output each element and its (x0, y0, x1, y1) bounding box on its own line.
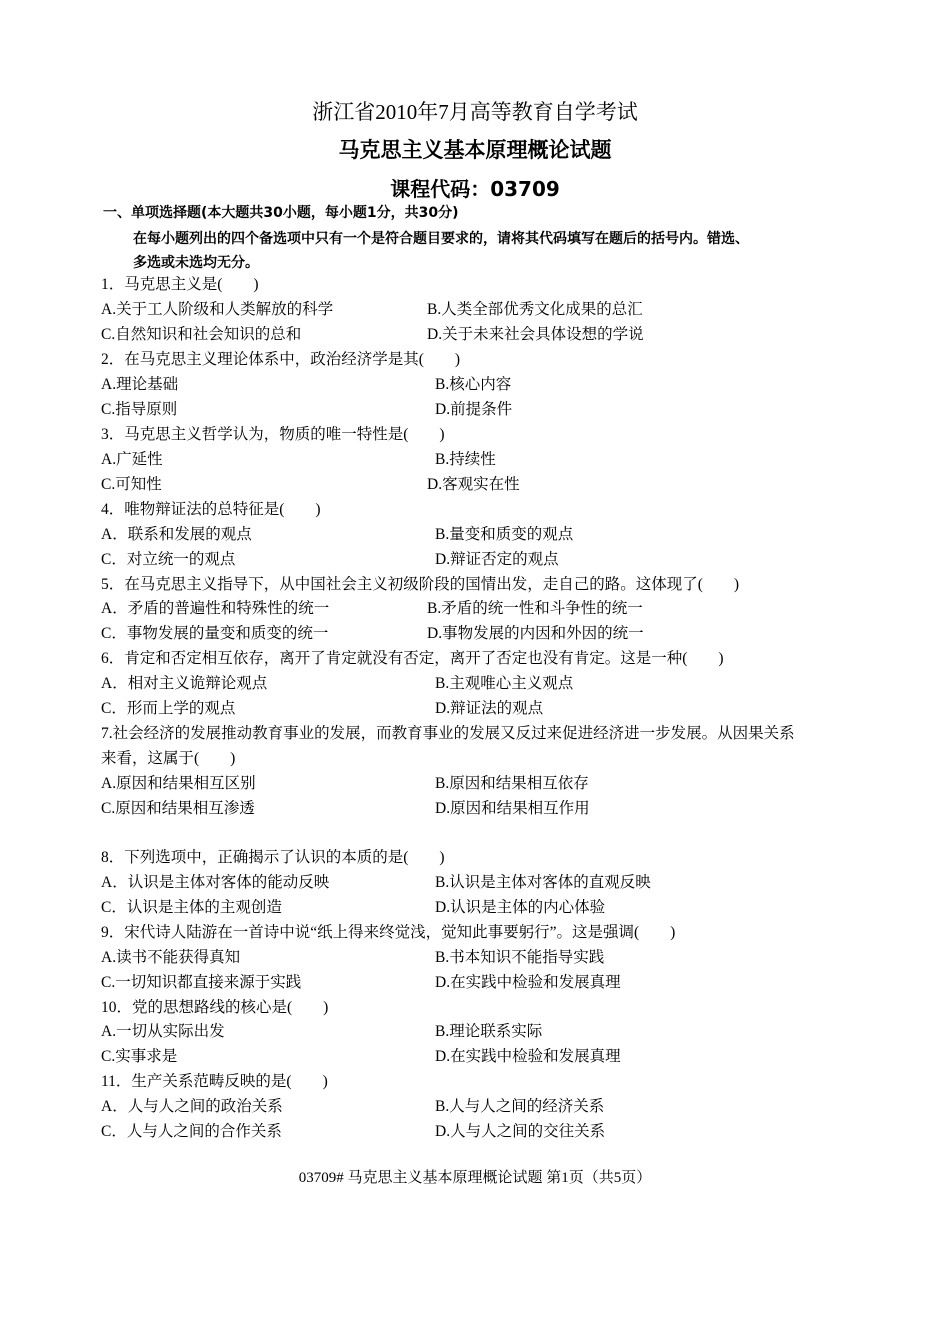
option-d: D.客观实在性 (427, 476, 520, 493)
question-stem: 3．马克思主义哲学认为，物质的唯一特性是( ) (101, 426, 445, 443)
option-d: D.辩证法的观点 (435, 700, 544, 717)
option-b: B.书本知识不能指导实践 (435, 949, 605, 966)
option-c: C．认识是主体的主观创造 (101, 899, 282, 916)
course-code: 课程代码：03709 (390, 177, 560, 201)
option-a: A.关于工人阶级和人类解放的科学 (101, 301, 334, 318)
option-d: D.辩证否定的观点 (435, 551, 559, 568)
option-b: B.持续性 (435, 451, 496, 468)
option-c: C.原因和结果相互渗透 (101, 800, 255, 817)
question-stem: 6．肯定和否定相互依存，离开了肯定就没有否定，离开了否定也没有肯定。这是一种( ) (101, 650, 724, 667)
exam-title: 浙江省2010年7月高等教育自学考试 (312, 100, 638, 124)
option-d: D.原因和结果相互作用 (435, 800, 590, 817)
option-d: D.事物发展的内因和外因的统一 (427, 625, 644, 642)
section-heading: 一、单项选择题(本大题共30小题，每小题1分，共30分) (103, 205, 459, 221)
question-stem-continued: 来看，这属于( ) (101, 750, 236, 767)
instruction-line-2: 多选或未选均无分。 (133, 255, 259, 271)
option-c: C．事物发展的量变和质变的统一 (101, 625, 329, 642)
option-c: C．形而上学的观点 (101, 700, 236, 717)
option-a: A.一切从实际出发 (101, 1023, 225, 1040)
option-b: B.矛盾的统一性和斗争性的统一 (427, 600, 643, 617)
question-stem: 7.社会经济的发展推动教育事业的发展，而教育事业的发展又反过来促进经济进一步发展。从因果关系 (101, 725, 795, 742)
question-stem: 2．在马克思主义理论体系中，政治经济学是其( ) (101, 351, 461, 368)
option-b: B.人与人之间的经济关系 (435, 1098, 605, 1115)
option-b: B.主观唯心主义观点 (435, 675, 574, 692)
option-c: C．人与人之间的合作关系 (101, 1123, 282, 1140)
option-d: D.关于未来社会具体设想的学说 (427, 326, 644, 343)
question-stem: 10．党的思想路线的核心是( ) (101, 999, 329, 1016)
option-a: A.广延性 (101, 451, 163, 468)
option-b: B.理论联系实际 (435, 1023, 543, 1040)
option-b: B.人类全部优秀文化成果的总汇 (427, 301, 643, 318)
option-d: D.在实践中检验和发展真理 (435, 1048, 621, 1065)
option-c: C.自然知识和社会知识的总和 (101, 326, 302, 343)
option-c: C.实事求是 (101, 1048, 178, 1065)
option-a: A．认识是主体对客体的能动反映 (101, 874, 330, 891)
option-d: D.人与人之间的交往关系 (435, 1123, 606, 1140)
instruction-line-1: 在每小题列出的四个备选项中只有一个是符合题目要求的，请将其代码填写在题后的括号内。错选、 (133, 231, 749, 247)
option-c: C．对立统一的观点 (101, 551, 236, 568)
question-stem: 8．下列选项中，正确揭示了认识的本质的是( ) (101, 849, 445, 866)
option-a: A.读书不能获得真知 (101, 949, 241, 966)
option-b: B.核心内容 (435, 376, 512, 393)
option-a: A．联系和发展的观点 (101, 526, 252, 543)
question-stem: 5．在马克思主义指导下，从中国社会主义初级阶段的国情出发，走自己的路。这体现了( ) (101, 576, 740, 593)
option-b: B.原因和结果相互依存 (435, 775, 589, 792)
question-stem: 11．生产关系范畴反映的是( ) (101, 1073, 328, 1090)
option-b: B.认识是主体对客体的直观反映 (435, 874, 651, 891)
option-a: A．相对主义诡辩论观点 (101, 675, 268, 692)
option-c: C.一切知识都直接来源于实践 (101, 974, 302, 991)
question-stem: 1．马克思主义是( ) (101, 276, 259, 293)
option-c: C.可知性 (101, 476, 162, 493)
option-d: D.在实践中检验和发展真理 (435, 974, 621, 991)
option-d: D.前提条件 (435, 401, 513, 418)
question-stem: 4．唯物辩证法的总特征是( ) (101, 501, 321, 518)
option-c: C.指导原则 (101, 401, 178, 418)
option-b: B.量变和质变的观点 (435, 526, 574, 543)
subject-title: 马克思主义基本原理概论试题 (338, 138, 612, 162)
option-a: A.理论基础 (101, 376, 179, 393)
page-footer: 03709# 马克思主义基本原理概论试题 第1页（共5页） (298, 1170, 652, 1186)
question-stem: 9．宋代诗人陆游在一首诗中说“纸上得来终觉浅，觉知此事要躬行”。这是强调( ) (101, 924, 676, 941)
option-a: A．人与人之间的政治关系 (101, 1098, 283, 1115)
option-a: A.原因和结果相互区别 (101, 775, 256, 792)
option-a: A．矛盾的普遍性和特殊性的统一 (101, 600, 330, 617)
option-d: D.认识是主体的内心体验 (435, 899, 606, 916)
